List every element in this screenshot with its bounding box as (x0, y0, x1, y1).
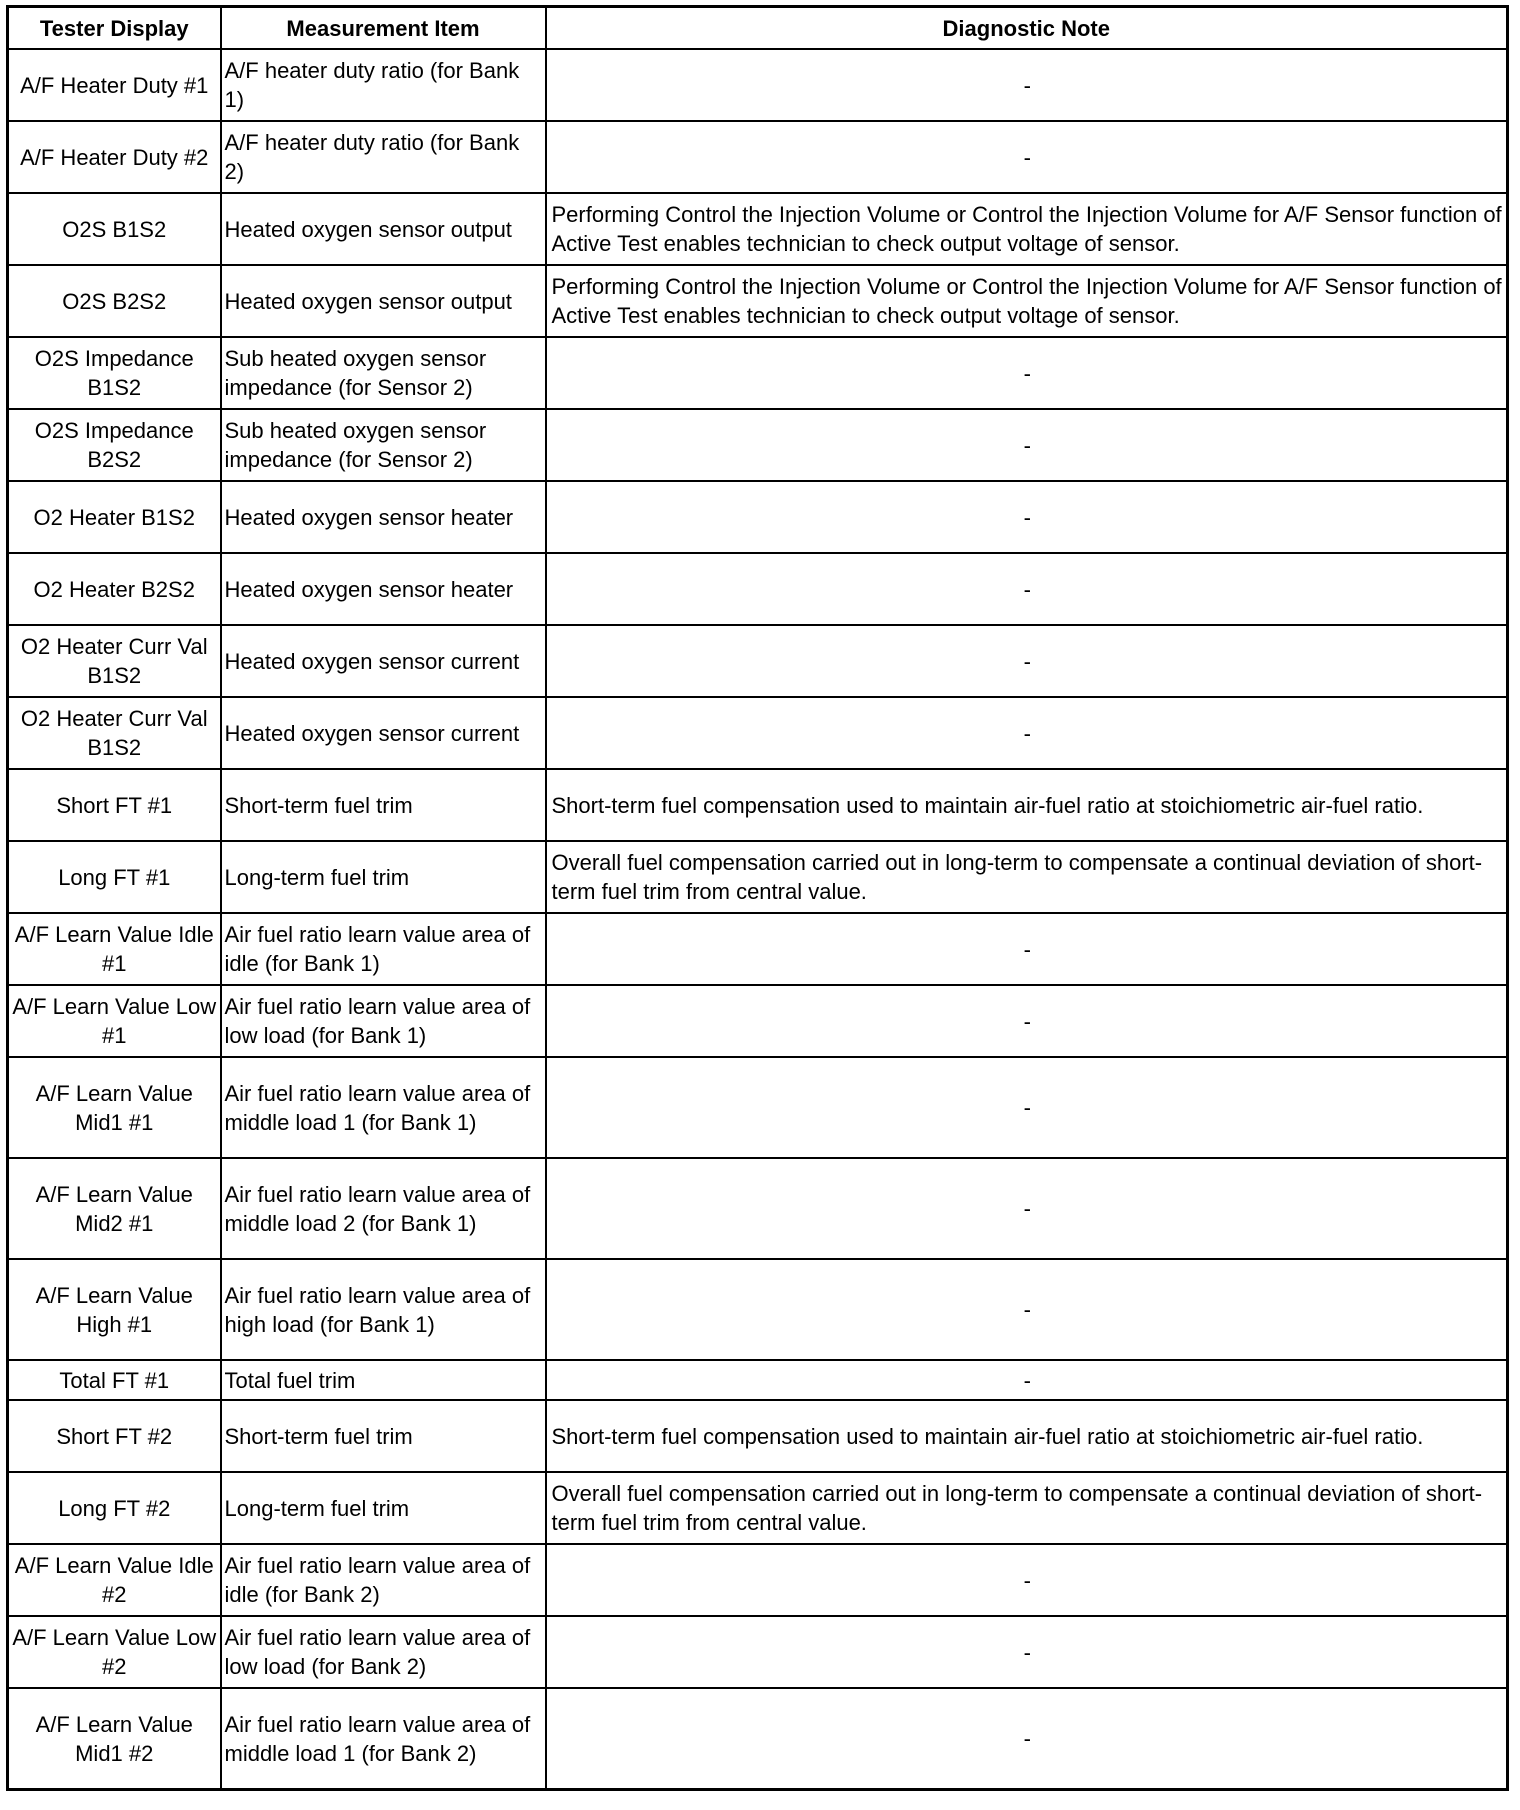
table-row (8, 697, 1508, 769)
measurement-item-cell: Air fuel ratio learn value area of high load (for Bank 1) (221, 1259, 546, 1360)
diagnostic-note-cell: - (546, 625, 1508, 697)
diagnostic-note-cell: - (546, 697, 1508, 769)
measurement-item-cell: Air fuel ratio learn value area of middle load 1 (for Bank 1) (221, 1057, 546, 1158)
tester-display-cell: A/F Learn Value Mid1 #1 (8, 1057, 221, 1158)
table-row (8, 913, 1508, 985)
diagnostic-note-cell: Performing Control the Injection Volume or Control the Injection Volume for A/F Sensor function of Active Test enables technician to check output voltage of sensor. (546, 265, 1508, 337)
diagnostic-note-cell: - (546, 553, 1508, 625)
table-row (8, 121, 1508, 193)
tester-display-cell: A/F Learn Value Mid1 #2 (8, 1688, 221, 1790)
diagnostic-note-cell: - (546, 337, 1508, 409)
tester-display-cell: A/F Heater Duty #2 (8, 121, 221, 193)
measurement-item-cell: Heated oxygen sensor current (221, 697, 546, 769)
table-row (8, 1688, 1508, 1790)
table-row (8, 1259, 1508, 1360)
measurement-item-cell: Sub heated oxygen sensor impedance (for Sensor 2) (221, 409, 546, 481)
tester-display-cell: Long FT #2 (8, 1472, 221, 1544)
measurement-item-cell: Heated oxygen sensor heater (221, 553, 546, 625)
table-row (8, 1158, 1508, 1259)
measurement-item-cell: A/F heater duty ratio (for Bank 1) (221, 49, 546, 121)
measurement-item-cell: Air fuel ratio learn value area of idle (for Bank 1) (221, 913, 546, 985)
measurement-item-cell: Air fuel ratio learn value area of idle (for Bank 2) (221, 1544, 546, 1616)
tester-display-cell: A/F Learn Value Low #1 (8, 985, 221, 1057)
measurement-item-cell: Heated oxygen sensor current (221, 625, 546, 697)
diagnostic-note-cell: - (546, 1688, 1508, 1790)
table-row (8, 409, 1508, 481)
tester-display-cell: O2 Heater Curr Val B1S2 (8, 697, 221, 769)
header-row (8, 7, 1508, 50)
measurement-item-cell: Long-term fuel trim (221, 1472, 546, 1544)
header-measurement-item: Measurement Item (221, 7, 546, 50)
diagnostic-note-cell: - (546, 121, 1508, 193)
table-row (8, 625, 1508, 697)
table-row (8, 337, 1508, 409)
table-row (8, 985, 1508, 1057)
tester-display-cell: Short FT #1 (8, 769, 221, 841)
tester-display-cell: A/F Learn Value Mid2 #1 (8, 1158, 221, 1259)
header-diagnostic-note: Diagnostic Note (546, 7, 1508, 50)
tester-display-cell: Short FT #2 (8, 1400, 221, 1472)
table-row (8, 1472, 1508, 1544)
table-row (8, 49, 1508, 121)
measurement-item-cell: Heated oxygen sensor heater (221, 481, 546, 553)
diagnostic-note-cell: Overall fuel compensation carried out in long-term to compensate a continual deviation of short-term fuel trim from central value. (546, 1472, 1508, 1544)
table-row (8, 265, 1508, 337)
tester-display-cell: O2 Heater B2S2 (8, 553, 221, 625)
tester-display-cell: A/F Learn Value Idle #2 (8, 1544, 221, 1616)
measurement-item-cell: Heated oxygen sensor output (221, 265, 546, 337)
diagnostic-note-cell: Short-term fuel compensation used to maintain air-fuel ratio at stoichiometric air-fuel ratio. (546, 769, 1508, 841)
measurement-item-cell: Air fuel ratio learn value area of low load (for Bank 1) (221, 985, 546, 1057)
diagnostic-note-cell: - (546, 1259, 1508, 1360)
table-row (8, 1360, 1508, 1400)
tester-display-cell: O2S Impedance B1S2 (8, 337, 221, 409)
diagnostic-note-cell: - (546, 1057, 1508, 1158)
tester-display-cell: O2S B2S2 (8, 265, 221, 337)
diagnostic-note-cell: - (546, 1616, 1508, 1688)
table-row (8, 769, 1508, 841)
tester-display-cell: O2S Impedance B2S2 (8, 409, 221, 481)
tester-display-cell: A/F Heater Duty #1 (8, 49, 221, 121)
diagnostic-note-cell: Overall fuel compensation carried out in long-term to compensate a continual deviation of short-term fuel trim from central value. (546, 841, 1508, 913)
table-row (8, 841, 1508, 913)
measurement-item-cell: Air fuel ratio learn value area of middle load 1 (for Bank 2) (221, 1688, 546, 1790)
tester-display-cell: O2S B1S2 (8, 193, 221, 265)
measurement-item-cell: Short-term fuel trim (221, 1400, 546, 1472)
diagnostic-note-cell: - (546, 481, 1508, 553)
measurement-item-cell: Total fuel trim (221, 1360, 546, 1400)
tester-display-cell: A/F Learn Value High #1 (8, 1259, 221, 1360)
diagnostic-data-table (6, 5, 1509, 1791)
diagnostic-note-cell: Short-term fuel compensation used to maintain air-fuel ratio at stoichiometric air-fuel ratio. (546, 1400, 1508, 1472)
diagnostic-note-cell: - (546, 913, 1508, 985)
tester-display-cell: Total FT #1 (8, 1360, 221, 1400)
tester-display-cell: O2 Heater Curr Val B1S2 (8, 625, 221, 697)
diagnostic-note-cell: - (546, 1158, 1508, 1259)
measurement-item-cell: Sub heated oxygen sensor impedance (for Sensor 2) (221, 337, 546, 409)
measurement-item-cell: A/F heater duty ratio (for Bank 2) (221, 121, 546, 193)
measurement-item-cell: Short-term fuel trim (221, 769, 546, 841)
diagnostic-note-cell: - (546, 409, 1508, 481)
tester-display-cell: Long FT #1 (8, 841, 221, 913)
diagnostic-note-cell: - (546, 1360, 1508, 1400)
diagnostic-note-cell: Performing Control the Injection Volume or Control the Injection Volume for A/F Sensor function of Active Test enables technician to check output voltage of sensor. (546, 193, 1508, 265)
table-row (8, 1057, 1508, 1158)
table-row (8, 1616, 1508, 1688)
table-row (8, 553, 1508, 625)
diagnostic-note-cell: - (546, 985, 1508, 1057)
tester-display-cell: A/F Learn Value Low #2 (8, 1616, 221, 1688)
measurement-item-cell: Long-term fuel trim (221, 841, 546, 913)
tester-display-cell: O2 Heater B1S2 (8, 481, 221, 553)
diagnostic-note-cell: - (546, 1544, 1508, 1616)
table-row (8, 193, 1508, 265)
table-row (8, 1400, 1508, 1472)
diagnostic-note-cell: - (546, 49, 1508, 121)
table-row (8, 1544, 1508, 1616)
measurement-item-cell: Air fuel ratio learn value area of low load (for Bank 2) (221, 1616, 546, 1688)
tester-display-cell: A/F Learn Value Idle #1 (8, 913, 221, 985)
measurement-item-cell: Heated oxygen sensor output (221, 193, 546, 265)
table-row (8, 481, 1508, 553)
measurement-item-cell: Air fuel ratio learn value area of middle load 2 (for Bank 1) (221, 1158, 546, 1259)
header-tester-display: Tester Display (8, 7, 221, 50)
